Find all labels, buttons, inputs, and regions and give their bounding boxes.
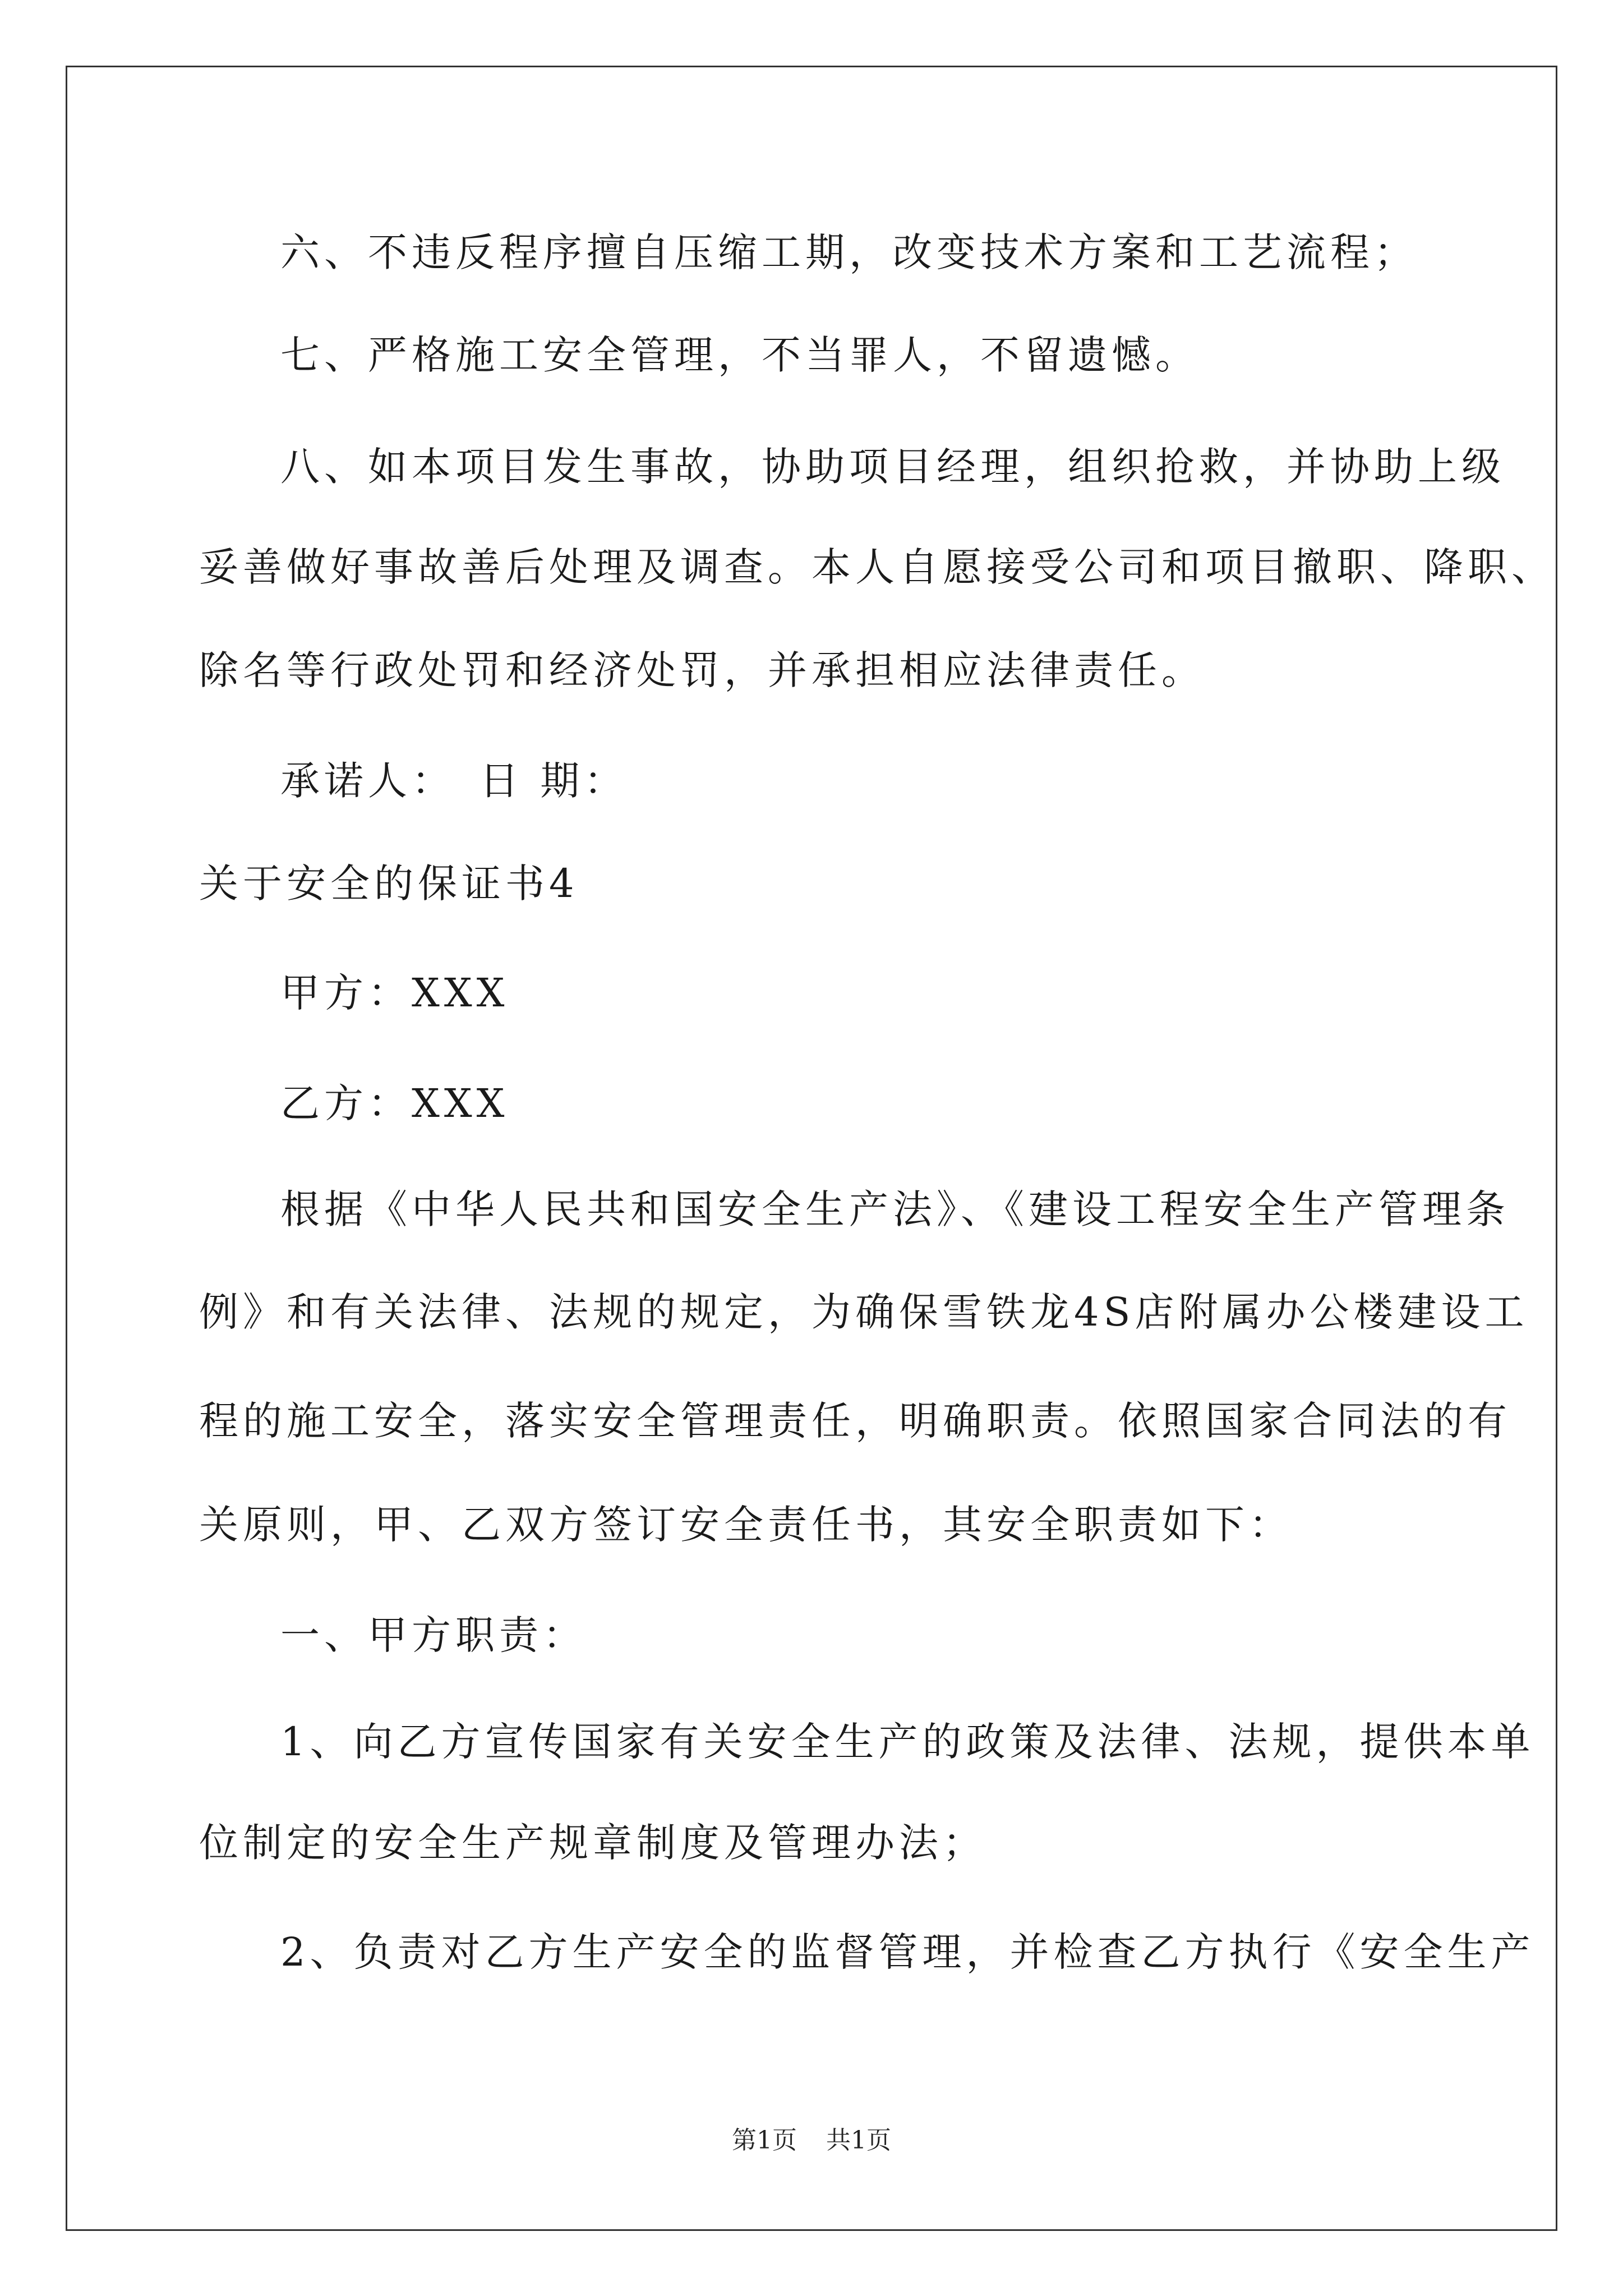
page-number: 第1页 [732, 2126, 797, 2155]
party-a-line: 甲方：XXX [280, 970, 509, 1016]
paragraph-line: 2、负责对乙方生产安全的监督管理，并检查乙方执行《安全生产 [280, 1929, 1535, 1975]
paragraph-line: 六、不违反程序擅自压缩工期，改变技术方案和工艺流程； [280, 229, 1418, 275]
page-total: 共1页 [826, 2126, 891, 2155]
paragraph-line: 1、向乙方宣传国家有关安全生产的政策及法律、法规，提供本单 [280, 1719, 1535, 1765]
paragraph-line: 位制定的安全生产规章制度及管理办法； [199, 1820, 986, 1866]
paragraph-line: 例》和有关法律、法规的规定，为确保雪铁龙4S店附属办公楼建设工 [199, 1289, 1529, 1335]
paragraph-line: 妥善做好事故善后处理及调查。本人自愿接受公司和项目撤职、降职、 [199, 544, 1555, 590]
section-title: 关于安全的保证书4 [199, 861, 579, 907]
party-b-line: 乙方：XXX [280, 1080, 509, 1126]
signature-line: 承诺人： 日 期： [280, 758, 628, 804]
paragraph-line: 八、如本项目发生事故，协助项目经理，组织抢救，并协助上级 [280, 444, 1505, 490]
paragraph-line: 关原则，甲、乙双方签订安全责任书，其安全职责如下： [199, 1502, 1293, 1548]
paragraph-line: 七、严格施工安全管理，不当罪人，不留遗憾。 [280, 332, 1199, 378]
paragraph-line: 程的施工安全，落实安全管理责任，明确职责。依照国家合同法的有 [199, 1398, 1511, 1444]
page-border [66, 66, 1557, 2231]
paragraph-line: 除名等行政处罚和经济处罚，并承担相应法律责任。 [199, 647, 1205, 693]
heading-line: 一、甲方职责： [280, 1612, 587, 1658]
page-footer [0, 2125, 1623, 2156]
paragraph-line: 根据《中华人民共和国安全生产法》、《建设工程安全生产管理条 [280, 1186, 1510, 1232]
